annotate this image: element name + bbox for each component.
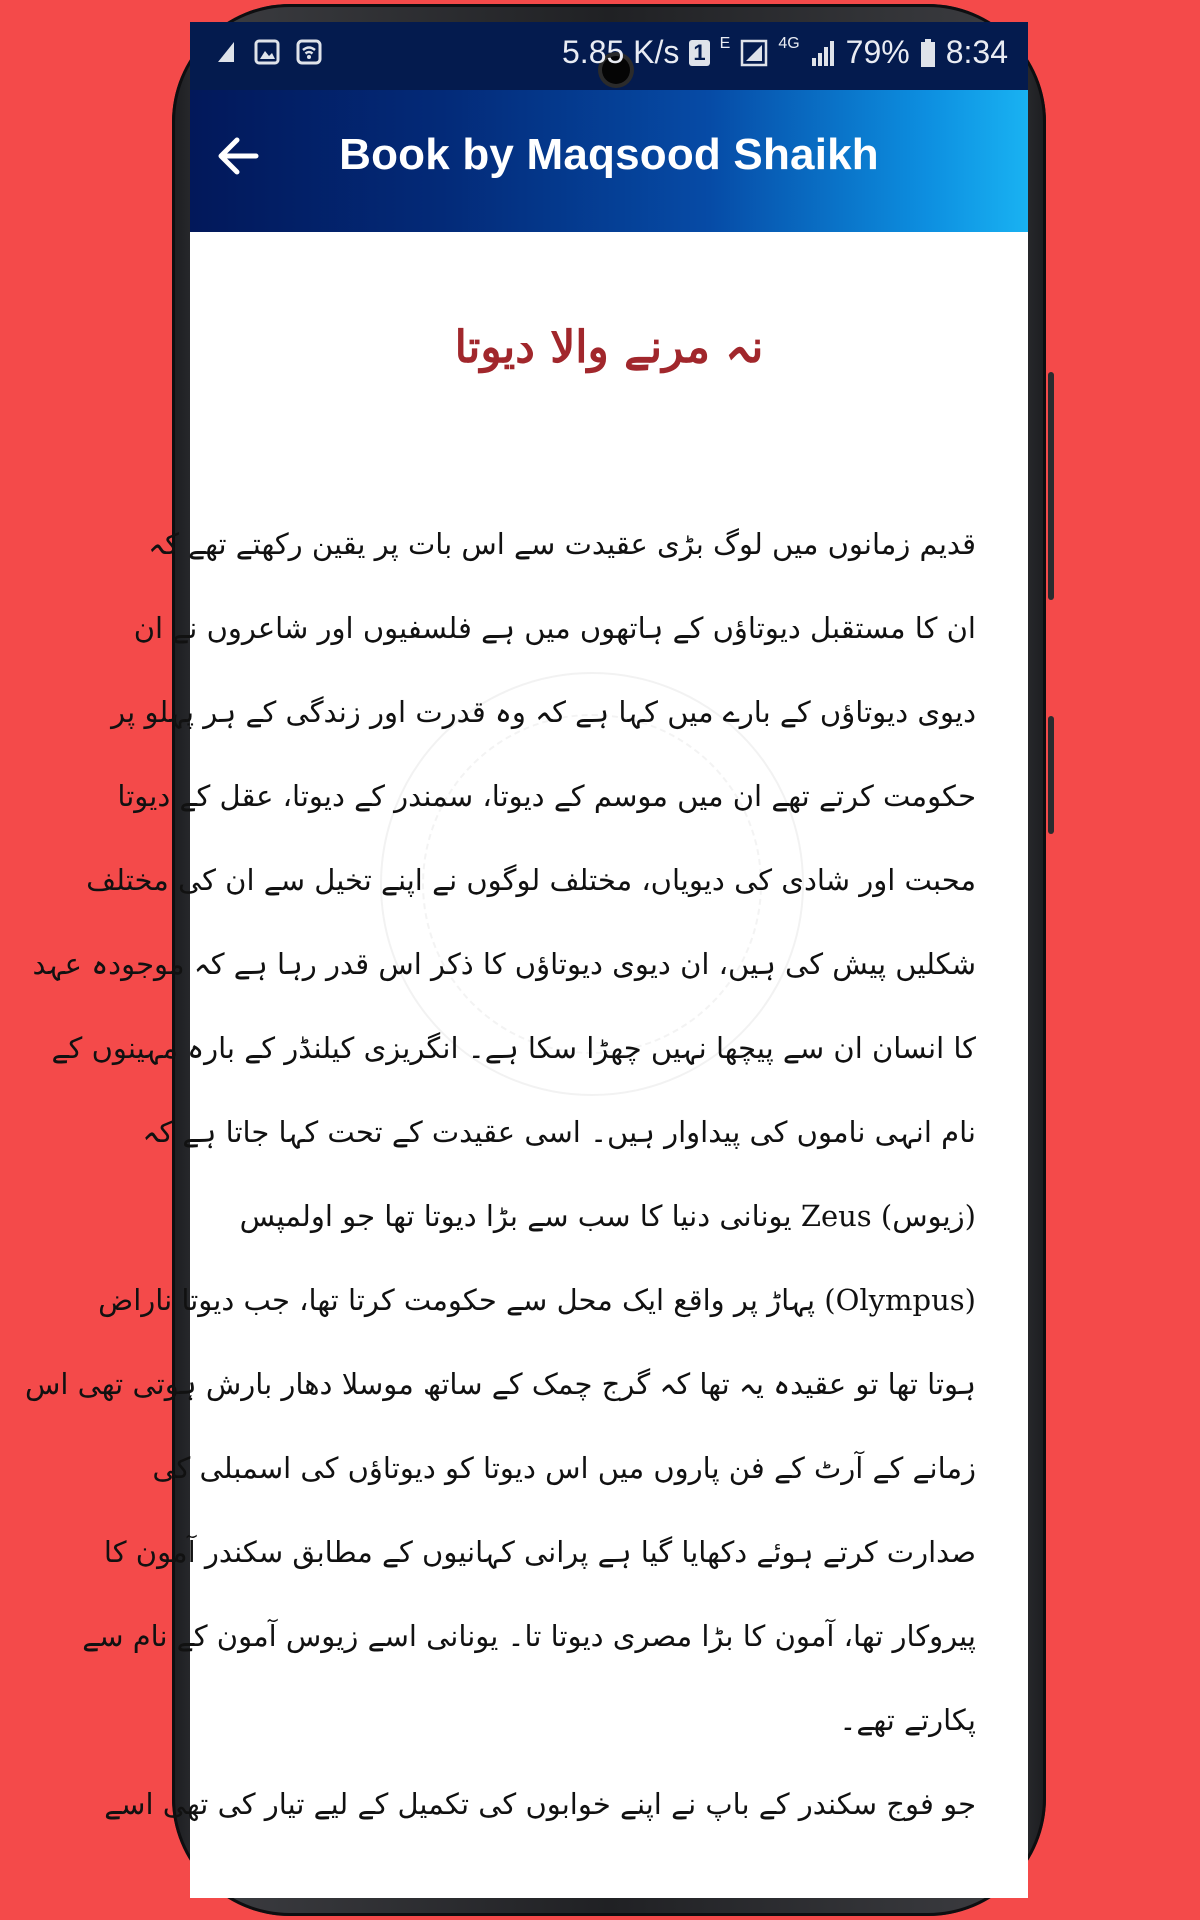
text-line: جو فوج سکندر کے باپ نے اپنے خوابوں کی تکمیل کے لیے تیار کی تھی اسے [104,1787,976,1821]
alert-icon [212,38,238,66]
clock: 8:34 [945,34,1008,70]
text-line: شکلیں پیش کی ہیں، ان دیوی دیوتاؤں کا ذکر اس قدر رہا ہے کہ موجودہ عہد [32,947,976,981]
battery-icon [920,38,936,68]
volume-button [1048,372,1054,600]
signal-icon [740,38,768,68]
phone-screen [24,22,1028,1898]
signal-strength-icon [810,38,836,68]
network-4g-label: 4G [778,35,800,52]
sim-badge: 1 [689,40,709,66]
app-bar [190,90,1028,232]
text-line: حکومت کرتے تھے ان میں موسم کے دیوتا، سمندر کے دیوتا، عقل کے دیوتا [117,779,976,813]
app-title: Book by Maqsood Shaikh [339,130,879,179]
wifi-call-icon [296,38,322,66]
text-line: صدارت کرتے ہوئے دکھایا گیا ہے پرانی کہانیوں کے مطابق سکندر آمون کا [103,1535,976,1569]
battery-percent: 79% [845,34,910,70]
chapter-title: نہ مرنے والا دیوتا [454,322,764,373]
book-page[interactable] [24,232,1028,1898]
power-button [1048,716,1054,834]
text-line: پیروکار تھا، آمون کا بڑا مصری دیوتا تا۔ یونانی اسے زیوس آمون کے نام سے [82,1619,976,1653]
status-right [562,34,1008,71]
back-button[interactable] [210,126,270,186]
text-line: کا انسان ان سے پیچھا نہیں چھڑا سکا ہے۔ انگریزی کیلنڈر کے بارہ مہینوں کے [51,1031,976,1065]
text-line: زمانے کے آرٹ کے فن پاروں میں اس دیوتا کو دیوتاؤں کی اسمبلی کی [152,1451,976,1485]
text-line: قدیم زمانوں میں لوگ بڑی عقیدت سے اس بات پر یقین رکھتے تھے کہ [148,527,976,561]
phone-frame [24,4,1046,1916]
status-left-icons [212,38,322,66]
arrow-left-icon [210,126,270,186]
text-line: ہوتا تھا تو عقیدہ یہ تھا کہ گرج چمک کے ساتھ موسلا دھار بارش ہوتی تھی اس [24,1367,976,1401]
text-line: ان کا مستقبل دیوتاؤں کے ہاتھوں میں ہے فلسفیوں اور شاعروں نے ان [133,611,976,645]
text-line: نام انہی ناموں کی پیداوار ہیں۔ اسی عقیدت کے تحت کہا جاتا ہے کہ [142,1115,976,1149]
network-speed: 5.85 K/s [562,34,680,70]
network-e-label: E [719,35,731,52]
text-line: (زیوس) Zeus یونانی دنیا کا سب سے بڑا دیوتا تھا جو اولمپس [239,1199,976,1233]
text-line: (Olympus) پہاڑ پر واقع ایک محل سے حکومت کرتا تھا، جب دیوتا ناراض [98,1283,976,1317]
page-text [24,502,976,1846]
text-line: پکارتے تھے۔ [839,1703,976,1737]
status-bar [190,22,1028,90]
text-line: دیوی دیوتاؤں کے بارے میں کہا ہے کہ وہ قدرت اور زندگی کے ہر پہلو پر [111,695,976,729]
image-icon [254,38,280,66]
text-line: محبت اور شادی کی دیویاں، مختلف لوگوں نے اپنے تخیل سے ان کی مختلف [86,863,976,897]
